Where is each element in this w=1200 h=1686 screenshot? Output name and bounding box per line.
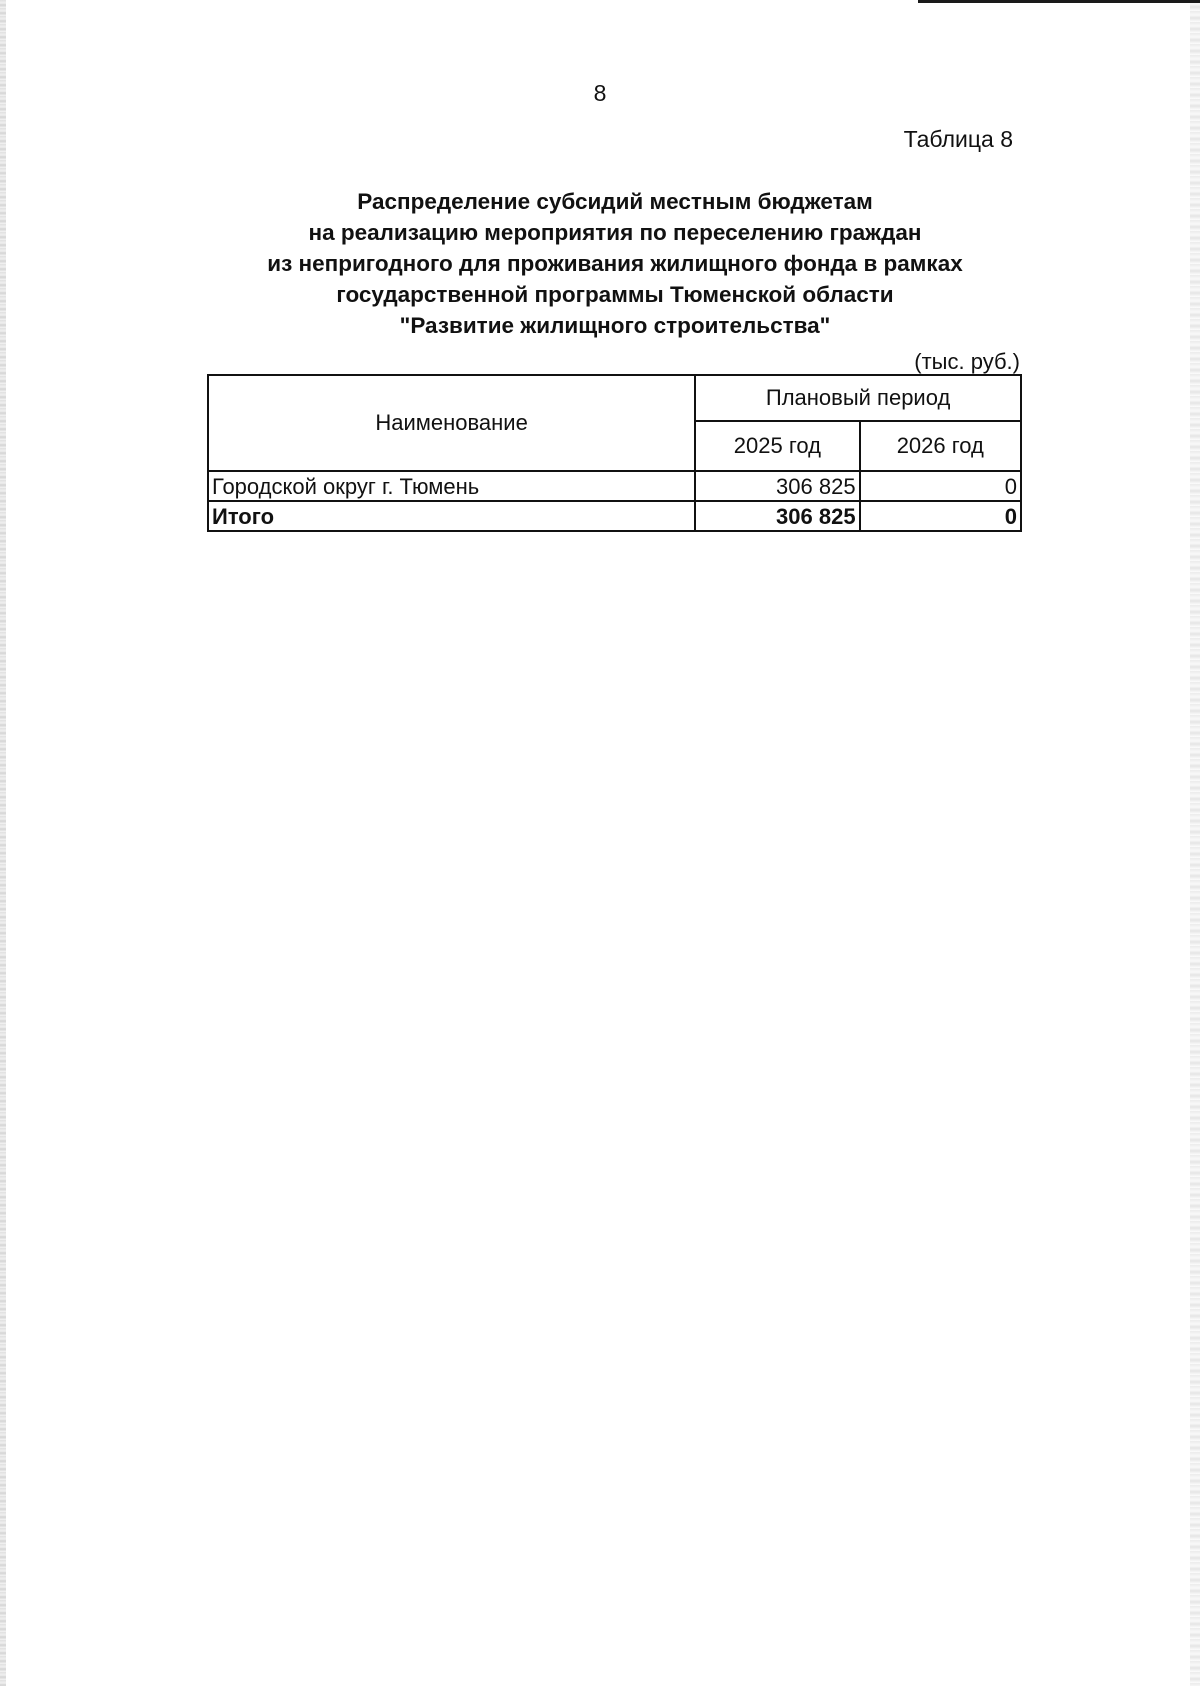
table-header-row (208, 375, 1021, 421)
scan-edge-left (0, 0, 6, 1686)
total-2026-cell: 0 (860, 501, 1021, 531)
header-year-2026: 2026 год (860, 421, 1021, 471)
total-2025-cell: 306 825 (695, 501, 859, 531)
header-name: Наименование (208, 375, 695, 471)
total-row (208, 501, 1021, 531)
row-2025-cell: 306 825 (695, 471, 859, 501)
scan-edge-right (1190, 0, 1200, 1686)
header-year-2025: 2025 год (695, 421, 859, 471)
total-name-cell: Итого (208, 501, 695, 531)
title-line-2: на реализацию мероприятия по переселению граждан (308, 220, 922, 245)
document-title (200, 186, 1030, 341)
table-row (208, 471, 1021, 501)
table-label: Таблица 8 (903, 126, 1013, 152)
title-line-3: из непригодного для проживания жилищного фонда в рамках (267, 251, 963, 276)
row-2026-cell: 0 (860, 471, 1021, 501)
subsidy-table (207, 374, 1022, 532)
header-planning-period: Плановый период (695, 375, 1021, 421)
row-name-cell: Городской округ г. Тюмень (208, 471, 695, 501)
top-edge-rule (918, 0, 1200, 3)
title-line-5: "Развитие жилищного строительства" (399, 313, 831, 338)
page-number: 8 (593, 80, 607, 106)
units-label: (тыс. руб.) (914, 349, 1020, 374)
title-line-1: Распределение субсидий местным бюджетам (357, 189, 873, 214)
title-line-4: государственной программы Тюменской области (336, 282, 894, 307)
